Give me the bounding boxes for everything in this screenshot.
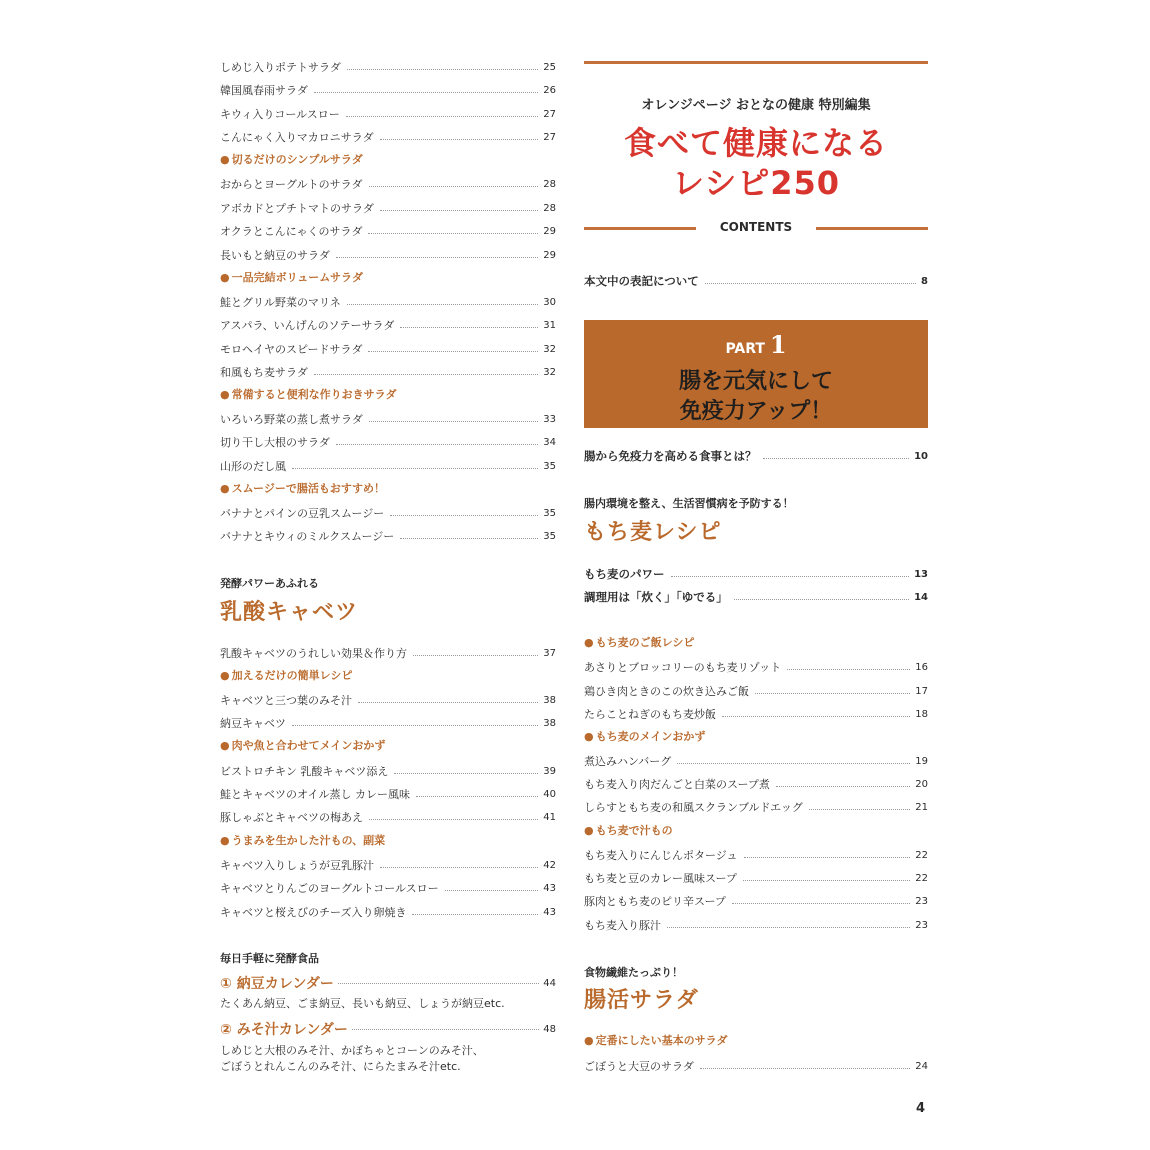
toc-entry[interactable]: 豚しゃぶとキャベツの梅あえ 41: [220, 811, 556, 824]
toc-entry[interactable]: キャベツと桜えびのチーズ入り卵焼き 43: [220, 906, 556, 919]
section-kicker: 腸内環境を整え、生活習慣病を予防する！: [584, 497, 794, 510]
toc-entry[interactable]: しめじ入りポテトサラダ 25: [220, 61, 556, 74]
toc-entry[interactable]: 豚肉ともち麦のピリ辛スープ 23: [584, 895, 928, 908]
part-banner: [584, 320, 928, 428]
toc-entry[interactable]: 調理用は「炊く」「ゆでる」 14: [584, 590, 928, 604]
toc-subheading: ● スムージーで腸活もおすすめ！: [220, 482, 385, 495]
toc-entry[interactable]: アスパラ、いんげんのソテーサラダ 31: [220, 319, 556, 332]
toc-entry[interactable]: オクラとこんにゃくのサラダ 29: [220, 225, 556, 238]
toc-entry-notation[interactable]: 本文中の表記について 8: [584, 274, 928, 288]
toc-subheading: ● 加えるだけの簡単レシピ: [220, 669, 353, 682]
toc-subheading: ● 常備すると便利な作りおきサラダ: [220, 388, 397, 401]
toc-entry[interactable]: しらすともち麦の和風スクランブルドエッグ 21: [584, 801, 928, 814]
toc-subheading: ● もち麦で汁もの: [584, 824, 673, 837]
page-number: 4: [916, 1101, 926, 1116]
section-title: もち麦レシピ: [584, 520, 722, 545]
calendar-kicker: 毎日手軽に発酵食品: [220, 952, 319, 965]
section-title: 乳酸キャベツ: [220, 600, 359, 625]
natto-calendar-entry[interactable]: ① 納豆カレンダー 44: [220, 976, 556, 992]
toc-entry[interactable]: キャベツとりんごのヨーグルトコールスロー 43: [220, 882, 556, 895]
toc-entry[interactable]: 切り干し大根のサラダ 34: [220, 436, 556, 449]
section-kicker: 発酵パワーあふれる: [220, 577, 319, 590]
toc-entry[interactable]: バナナとキウィのミルクスムージー 35: [220, 530, 556, 543]
toc-entry-intro[interactable]: 腸から免疫力を高める食事とは？ 10: [584, 449, 928, 463]
toc-entry[interactable]: アボカドとプチトマトのサラダ 28: [220, 202, 556, 215]
section-title: 腸活サラダ: [584, 988, 699, 1013]
contents-heading: CONTENTS: [719, 220, 793, 234]
toc-entry[interactable]: もち麦のパワー 13: [584, 567, 928, 581]
toc-entry[interactable]: 乳酸キャベツのうれしい効果＆作り方 37: [220, 647, 556, 660]
toc-entry[interactable]: 鮭とキャベツのオイル蒸し カレー風味 40: [220, 788, 556, 801]
section-kicker: 食物繊維たっぷり！: [584, 966, 683, 979]
toc-entry[interactable]: いろいろ野菜の蒸し煮サラダ 33: [220, 413, 556, 426]
toc-entry[interactable]: 和風もち麦サラダ 32: [220, 366, 556, 379]
toc-entry[interactable]: こんにゃく入りマカロニサラダ 27: [220, 131, 556, 144]
toc-entry[interactable]: あさりとブロッコリーのもち麦リゾット 16: [584, 661, 928, 674]
toc-entry[interactable]: ごぼうと大豆のサラダ 24: [584, 1060, 928, 1073]
toc-entry[interactable]: バナナとパインの豆乳スムージー 35: [220, 507, 556, 520]
toc-subheading: ● 定番にしたい基本のサラダ: [584, 1034, 728, 1047]
toc-entry[interactable]: 韓国風春雨サラダ 26: [220, 84, 556, 97]
part-label: PART 1: [725, 330, 787, 359]
toc-entry[interactable]: キャベツ入りしょうが豆乳豚汁 42: [220, 859, 556, 872]
book-title-line1: 食べて健康になる: [623, 124, 888, 162]
toc-entry[interactable]: キャベツと三つ葉のみそ汁 38: [220, 694, 556, 707]
toc-entry[interactable]: モロヘイヤのスピードサラダ 32: [220, 343, 556, 356]
magazine-name: オレンジページ おとなの健康 特別編集: [641, 98, 871, 113]
contents-rule-right: [816, 227, 928, 230]
miso-calendar-desc: ごぼうとれんこんのみそ汁、にらたまみそ汁etc.: [220, 1060, 461, 1073]
miso-calendar-desc: しめじと大根のみそ汁、かぼちゃとコーンのみそ汁、: [220, 1044, 484, 1057]
toc-entry[interactable]: たらことねぎのもち麦炒飯 18: [584, 708, 928, 721]
toc-entry[interactable]: ビストロチキン 乳酸キャベツ添え 39: [220, 765, 556, 778]
toc-entry[interactable]: キウィ入りコールスロー 27: [220, 108, 556, 121]
miso-calendar-entry[interactable]: ② みそ汁カレンダー 48: [220, 1022, 556, 1038]
part-title-line1: 腸を元気にして: [678, 369, 833, 394]
toc-subheading: ● もち麦のメインおかず: [584, 730, 706, 743]
toc-entry[interactable]: もち麦入り豚汁 23: [584, 919, 928, 932]
toc-entry[interactable]: 長いもと納豆のサラダ 29: [220, 249, 556, 262]
toc-entry[interactable]: もち麦入りにんじんポタージュ 22: [584, 849, 928, 862]
natto-calendar-desc: たくあん納豆、ごま納豆、長いも納豆、しょうが納豆etc.: [220, 997, 505, 1010]
toc-entry[interactable]: 煮込みハンバーグ 19: [584, 755, 928, 768]
toc-subheading: ● 切るだけのシンプルサラダ: [220, 153, 363, 166]
toc-entry[interactable]: 鶏ひき肉ときのこの炊き込みご飯 17: [584, 685, 928, 698]
toc-entry[interactable]: おからとヨーグルトのサラダ 28: [220, 178, 556, 191]
book-title-line2: レシピ250: [672, 164, 840, 202]
toc-entry[interactable]: 山形のだし風 35: [220, 460, 556, 473]
toc-entry[interactable]: 鮭とグリル野菜のマリネ 30: [220, 296, 556, 309]
part-title-line2: 免疫力アップ！: [679, 399, 833, 424]
toc-subheading: ● 一品完結ボリュームサラダ: [220, 271, 363, 284]
toc-subheading: ● 肉や魚と合わせてメインおかず: [220, 739, 386, 752]
top-rule: [584, 61, 928, 64]
toc-subheading: ● うまみを生かした汁もの、副菜: [220, 834, 386, 847]
toc-entry[interactable]: 納豆キャベツ 38: [220, 717, 556, 730]
toc-entry[interactable]: もち麦入り肉だんごと白菜のスープ煮 20: [584, 778, 928, 791]
toc-entry[interactable]: もち麦と豆のカレー風味スープ 22: [584, 872, 928, 885]
toc-subheading: ● もち麦のご飯レシピ: [584, 636, 695, 649]
